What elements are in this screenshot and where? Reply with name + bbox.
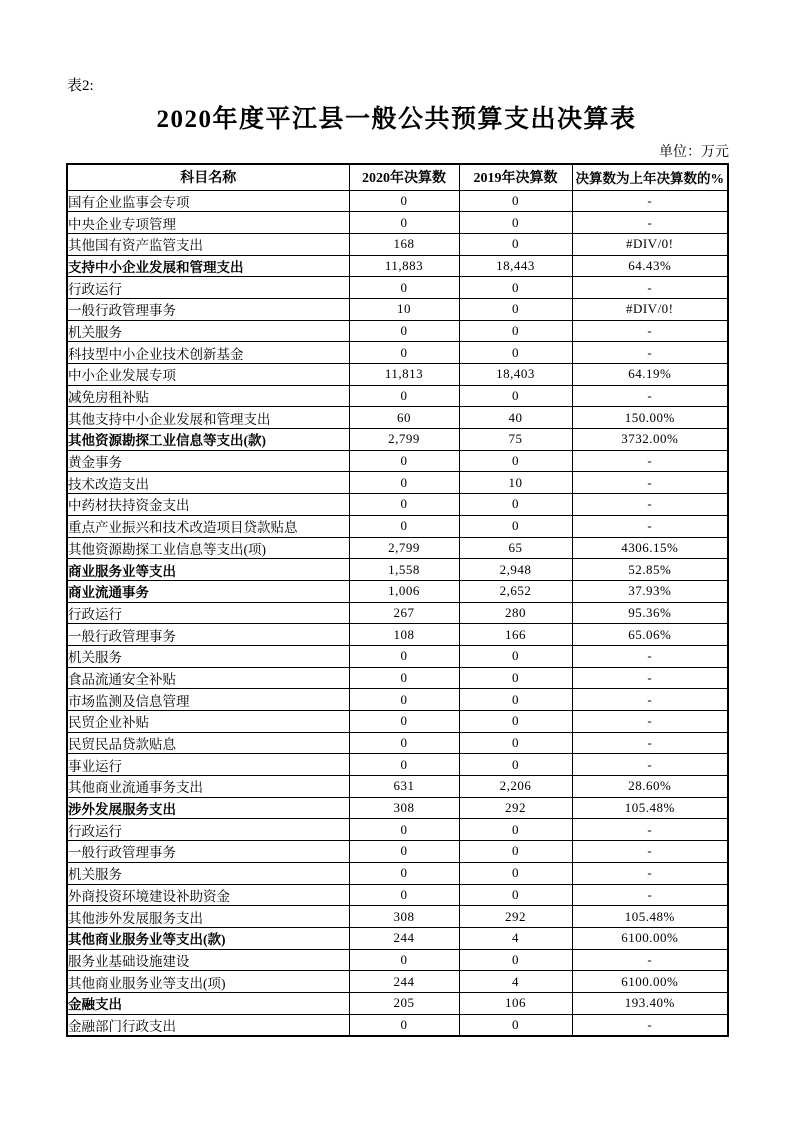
subject-cell: 市场监测及信息管理: [67, 689, 349, 711]
value-2020-cell: 308: [349, 797, 459, 819]
value-2020-cell: 1,558: [349, 559, 459, 581]
table-row: [67, 1014, 728, 1036]
value-2020-cell: 0: [349, 277, 459, 299]
table-row: [67, 407, 728, 429]
value-2020-cell: 267: [349, 602, 459, 624]
value-2020-cell: 0: [349, 689, 459, 711]
value-2020-cell: 10: [349, 298, 459, 320]
value-2019-cell: 0: [459, 190, 572, 212]
table-row: [67, 927, 728, 949]
value-2019-cell: 10: [459, 472, 572, 494]
pct-cell: 37.93%: [572, 580, 728, 602]
table-row: [67, 190, 728, 212]
value-2019-cell: 0: [459, 515, 572, 537]
table-row: [67, 971, 728, 993]
pct-cell: 95.36%: [572, 602, 728, 624]
subject-cell: 民贸企业补贴: [67, 711, 349, 733]
value-2019-cell: 0: [459, 277, 572, 299]
pct-cell: -: [572, 711, 728, 733]
subject-cell: 其他涉外发展服务支出: [67, 906, 349, 928]
value-2020-cell: 0: [349, 212, 459, 234]
value-2019-cell: 0: [459, 862, 572, 884]
value-2020-cell: 308: [349, 906, 459, 928]
value-2019-cell: 0: [459, 667, 572, 689]
pct-cell: 4306.15%: [572, 537, 728, 559]
table-row: [67, 515, 728, 537]
table-row: [67, 429, 728, 451]
value-2020-cell: 0: [349, 1014, 459, 1036]
table-row: [67, 320, 728, 342]
value-2020-cell: 2,799: [349, 537, 459, 559]
table-label: 表2:: [67, 78, 94, 94]
value-2020-cell: 1,006: [349, 580, 459, 602]
table-row: [67, 233, 728, 255]
value-2020-cell: 11,813: [349, 364, 459, 386]
table-row: [67, 472, 728, 494]
value-2019-cell: 0: [459, 298, 572, 320]
value-2019-cell: 0: [459, 212, 572, 234]
value-2019-cell: 0: [459, 754, 572, 776]
value-2020-cell: 0: [349, 494, 459, 516]
value-2020-cell: 244: [349, 971, 459, 993]
table-row: [67, 450, 728, 472]
pct-cell: -: [572, 515, 728, 537]
pct-cell: -: [572, 342, 728, 364]
subject-cell: 其他商业流通事务支出: [67, 776, 349, 798]
table-row: [67, 862, 728, 884]
value-2020-cell: 205: [349, 992, 459, 1014]
pct-cell: -: [572, 190, 728, 212]
table-row: [67, 385, 728, 407]
table-row: [67, 212, 728, 234]
table-row: [67, 797, 728, 819]
value-2019-cell: 2,652: [459, 580, 572, 602]
table-row: [67, 711, 728, 733]
subject-cell: 黄金事务: [67, 450, 349, 472]
table-row: [67, 494, 728, 516]
value-2020-cell: 0: [349, 819, 459, 841]
subject-cell: 一般行政管理事务: [67, 298, 349, 320]
subject-cell: 机关服务: [67, 645, 349, 667]
pct-cell: -: [572, 667, 728, 689]
pct-cell: -: [572, 841, 728, 863]
pct-cell: 150.00%: [572, 407, 728, 429]
pct-cell: -: [572, 819, 728, 841]
subject-cell: 金融支出: [67, 992, 349, 1014]
table-row: [67, 949, 728, 971]
subject-cell: 行政运行: [67, 602, 349, 624]
table-row: [67, 819, 728, 841]
header-row: [67, 164, 728, 190]
value-2019-cell: 166: [459, 624, 572, 646]
pct-cell: 52.85%: [572, 559, 728, 581]
subject-cell: 减免房租补贴: [67, 385, 349, 407]
pct-cell: -: [572, 689, 728, 711]
value-2019-cell: 0: [459, 949, 572, 971]
subject-cell: 外商投资环境建设补助资金: [67, 884, 349, 906]
value-2019-cell: 0: [459, 884, 572, 906]
value-2019-cell: 2,206: [459, 776, 572, 798]
subject-cell: 商业流通事务: [67, 580, 349, 602]
value-2019-cell: 0: [459, 711, 572, 733]
value-2020-cell: 0: [349, 190, 459, 212]
pct-cell: 6100.00%: [572, 971, 728, 993]
subject-cell: 民贸民品贷款贴息: [67, 732, 349, 754]
pct-cell: -: [572, 884, 728, 906]
table-row: [67, 754, 728, 776]
value-2020-cell: 0: [349, 342, 459, 364]
subject-cell: 其他资源勘探工业信息等支出(项): [67, 537, 349, 559]
page-title: 2020年度平江县一般公共预算支出决算表: [156, 106, 637, 133]
subject-cell: 事业运行: [67, 754, 349, 776]
value-2020-cell: 244: [349, 927, 459, 949]
pct-cell: -: [572, 472, 728, 494]
table-row: [67, 537, 728, 559]
value-2020-cell: 0: [349, 320, 459, 342]
pct-cell: 65.06%: [572, 624, 728, 646]
value-2020-cell: 0: [349, 841, 459, 863]
table-row: [67, 255, 728, 277]
pct-cell: 105.48%: [572, 906, 728, 928]
value-2019-cell: 0: [459, 689, 572, 711]
value-2020-cell: 0: [349, 450, 459, 472]
value-2019-cell: 0: [459, 494, 572, 516]
subject-cell: 一般行政管理事务: [67, 841, 349, 863]
table-row: [67, 580, 728, 602]
value-2020-cell: 2,799: [349, 429, 459, 451]
value-2019-cell: 0: [459, 841, 572, 863]
subject-cell: 行政运行: [67, 277, 349, 299]
subject-cell: 技术改造支出: [67, 472, 349, 494]
subject-cell: 其他支持中小企业发展和管理支出: [67, 407, 349, 429]
value-2020-cell: 0: [349, 667, 459, 689]
subject-cell: 涉外发展服务支出: [67, 797, 349, 819]
table-row: [67, 689, 728, 711]
subject-cell: 其他国有资产监管支出: [67, 233, 349, 255]
subject-cell: 其他资源勘探工业信息等支出(款): [67, 429, 349, 451]
value-2019-cell: 75: [459, 429, 572, 451]
budget-table: [66, 163, 729, 1037]
subject-cell: 支持中小企业发展和管理支出: [67, 255, 349, 277]
table-row: [67, 298, 728, 320]
table-row: [67, 624, 728, 646]
table-row: [67, 884, 728, 906]
value-2019-cell: 0: [459, 342, 572, 364]
value-2020-cell: 0: [349, 645, 459, 667]
pct-cell: #DIV/0!: [572, 233, 728, 255]
value-2019-cell: 280: [459, 602, 572, 624]
subject-cell: 重点产业振兴和技术改造项目贷款贴息: [67, 515, 349, 537]
value-2020-cell: 0: [349, 754, 459, 776]
value-2020-cell: 0: [349, 711, 459, 733]
value-2019-cell: 0: [459, 385, 572, 407]
subject-cell: 行政运行: [67, 819, 349, 841]
table-row: [67, 364, 728, 386]
pct-cell: 3732.00%: [572, 429, 728, 451]
column-header-1: 2020年决算数: [349, 164, 459, 190]
subject-cell: 服务业基础设施建设: [67, 949, 349, 971]
value-2020-cell: 0: [349, 949, 459, 971]
subject-cell: 中小企业发展专项: [67, 364, 349, 386]
value-2019-cell: 18,443: [459, 255, 572, 277]
pct-cell: -: [572, 494, 728, 516]
subject-cell: 一般行政管理事务: [67, 624, 349, 646]
pct-cell: #DIV/0!: [572, 298, 728, 320]
value-2019-cell: 0: [459, 320, 572, 342]
pct-cell: -: [572, 645, 728, 667]
value-2019-cell: 65: [459, 537, 572, 559]
pct-cell: 28.60%: [572, 776, 728, 798]
value-2020-cell: 60: [349, 407, 459, 429]
pct-cell: -: [572, 385, 728, 407]
table-row: [67, 776, 728, 798]
pct-cell: 64.43%: [572, 255, 728, 277]
value-2019-cell: 0: [459, 233, 572, 255]
table-row: [67, 906, 728, 928]
value-2020-cell: 0: [349, 472, 459, 494]
table-row: [67, 992, 728, 1014]
value-2019-cell: 4: [459, 927, 572, 949]
subject-cell: 其他商业服务业等支出(项): [67, 971, 349, 993]
subject-cell: 机关服务: [67, 320, 349, 342]
value-2019-cell: 292: [459, 797, 572, 819]
table-body: [67, 190, 728, 1036]
value-2019-cell: 0: [459, 732, 572, 754]
value-2019-cell: 0: [459, 450, 572, 472]
pct-cell: -: [572, 1014, 728, 1036]
subject-cell: 国有企业监事会专项: [67, 190, 349, 212]
value-2019-cell: 0: [459, 645, 572, 667]
pct-cell: -: [572, 949, 728, 971]
column-header-2: 2019年决算数: [459, 164, 572, 190]
value-2019-cell: 0: [459, 1014, 572, 1036]
pct-cell: 64.19%: [572, 364, 728, 386]
pct-cell: 193.40%: [572, 992, 728, 1014]
column-header-0: 科目名称: [67, 164, 349, 190]
value-2019-cell: 40: [459, 407, 572, 429]
pct-cell: -: [572, 320, 728, 342]
value-2020-cell: 0: [349, 385, 459, 407]
pct-cell: -: [572, 277, 728, 299]
pct-cell: -: [572, 732, 728, 754]
value-2020-cell: 0: [349, 862, 459, 884]
table-row: [67, 602, 728, 624]
value-2019-cell: 2,948: [459, 559, 572, 581]
subject-cell: 机关服务: [67, 862, 349, 884]
value-2020-cell: 11,883: [349, 255, 459, 277]
table-row: [67, 667, 728, 689]
pct-cell: -: [572, 212, 728, 234]
value-2019-cell: 4: [459, 971, 572, 993]
table-row: [67, 841, 728, 863]
column-header-3: 决算数为上年决算数的%: [572, 164, 728, 190]
table-row: [67, 342, 728, 364]
table-row: [67, 645, 728, 667]
value-2020-cell: 168: [349, 233, 459, 255]
value-2020-cell: 0: [349, 732, 459, 754]
subject-cell: 商业服务业等支出: [67, 559, 349, 581]
subject-cell: 金融部门行政支出: [67, 1014, 349, 1036]
value-2019-cell: 106: [459, 992, 572, 1014]
value-2019-cell: 292: [459, 906, 572, 928]
subject-cell: 食品流通安全补贴: [67, 667, 349, 689]
value-2020-cell: 108: [349, 624, 459, 646]
table-row: [67, 277, 728, 299]
pct-cell: -: [572, 754, 728, 776]
pct-cell: -: [572, 450, 728, 472]
value-2019-cell: 0: [459, 819, 572, 841]
unit-note: 单位：万元: [659, 145, 729, 160]
table-row: [67, 732, 728, 754]
subject-cell: 中药材扶持资金支出: [67, 494, 349, 516]
pct-cell: 6100.00%: [572, 927, 728, 949]
value-2020-cell: 0: [349, 884, 459, 906]
subject-cell: 其他商业服务业等支出(款): [67, 927, 349, 949]
subject-cell: 科技型中小企业技术创新基金: [67, 342, 349, 364]
table-row: [67, 559, 728, 581]
value-2020-cell: 631: [349, 776, 459, 798]
value-2020-cell: 0: [349, 515, 459, 537]
pct-cell: -: [572, 862, 728, 884]
value-2019-cell: 18,403: [459, 364, 572, 386]
subject-cell: 中央企业专项管理: [67, 212, 349, 234]
pct-cell: 105.48%: [572, 797, 728, 819]
